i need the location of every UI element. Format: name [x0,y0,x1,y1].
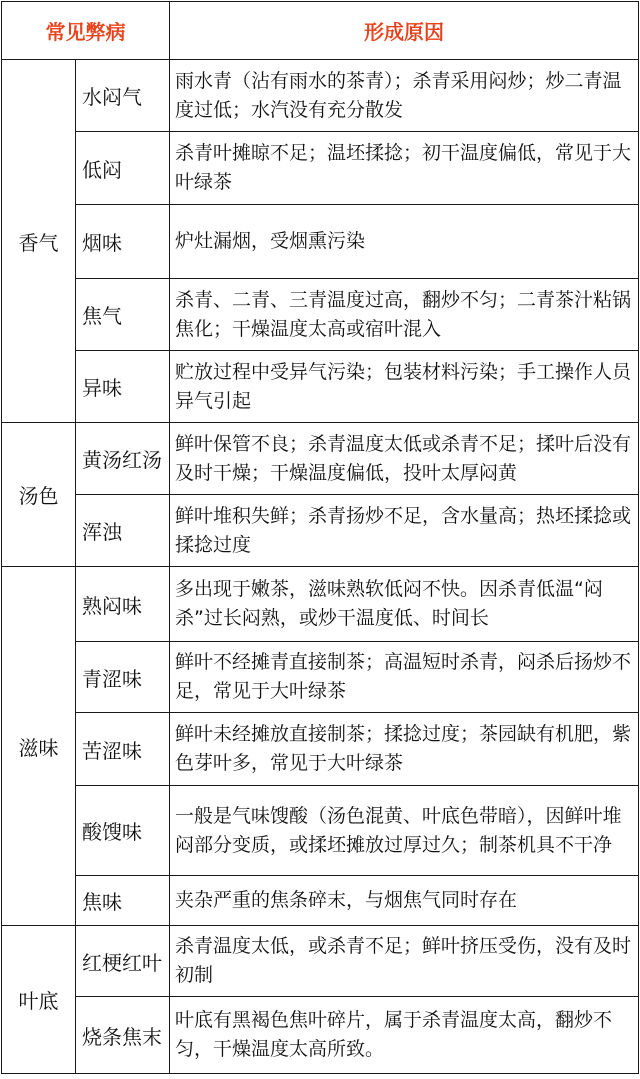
tea-defects-table [1,1,639,1074]
cause-cell: 鲜叶不经摊青直接制茶；高温短时杀青，闷杀后扬炒不足，常见于大叶绿茶 [170,642,639,713]
table-row [2,876,639,926]
table-row [2,926,639,997]
cause-cell: 夹杂严重的焦条碎末，与烟焦气同时存在 [170,876,639,926]
defect-cell: 红梗红叶 [76,926,170,997]
category-cell: 滋味 [2,567,76,926]
defect-cell: 黄汤红汤 [76,423,170,495]
category-cell: 叶底 [2,926,76,1074]
cause-cell: 炉灶漏烟，受烟熏污染 [170,205,639,279]
table-row [2,713,639,786]
defect-cell: 酸馊味 [76,786,170,876]
table-row [2,205,639,279]
defect-cell: 焦味 [76,876,170,926]
cause-cell: 鲜叶保管不良；杀青温度太低或杀青不足；揉叶后没有及时干燥；干燥温度偏低，投叶太厚闷黄 [170,423,639,495]
table-body [2,60,639,1074]
category-cell: 汤色 [2,423,76,567]
header-common-defects: 常见弊病 [2,2,170,60]
defect-cell: 青涩味 [76,642,170,713]
header-row [2,2,639,60]
cause-cell: 杀青温度太低，或杀青不足；鲜叶挤压受伤，没有及时初制 [170,926,639,997]
defect-cell: 烧条焦末 [76,997,170,1074]
table-header [2,2,639,60]
table-row [2,642,639,713]
cause-cell: 叶底有黑褐色焦叶碎片，属于杀青温度太高，翻炒不匀，干燥温度太高所致。 [170,997,639,1074]
category-cell: 香气 [2,60,76,423]
cause-cell: 鲜叶未经摊放直接制茶；揉捻过度；茶园缺有机肥，紫色芽叶多，常见于大叶绿茶 [170,713,639,786]
defect-cell: 水闷气 [76,60,170,132]
cause-cell: 一般是气味馊酸（汤色混黄、叶底色带暗），因鲜叶堆闷部分变质，或揉坯摊放过厚过久；制茶机具不干净 [170,786,639,876]
cause-cell: 贮放过程中受异气污染；包装材料污染；手工操作人员异气引起 [170,351,639,423]
cause-cell: 杀青、二青、三青温度过高，翻炒不匀；二青茶汁粘锅焦化；干燥温度太高或宿叶混入 [170,279,639,351]
table-row [2,997,639,1074]
table-row [2,60,639,132]
defect-cell: 异味 [76,351,170,423]
defect-cell: 浑浊 [76,495,170,567]
table-row [2,279,639,351]
defect-cell: 低闷 [76,132,170,205]
cause-cell: 多出现于嫩茶，滋味熟软低闷不快。因杀青低温“闷杀”过长闷熟，或炒干温度低、时间长 [170,567,639,642]
table-row [2,786,639,876]
defect-cell: 烟味 [76,205,170,279]
defect-cell: 熟闷味 [76,567,170,642]
defect-cell: 焦气 [76,279,170,351]
table-row [2,351,639,423]
cause-cell: 鲜叶堆积失鲜；杀青扬炒不足，含水量高；热坯揉捻或揉捻过度 [170,495,639,567]
header-causes: 形成原因 [170,2,639,60]
table-row [2,132,639,205]
defect-cell: 苦涩味 [76,713,170,786]
table-row [2,423,639,495]
table-row [2,567,639,642]
cause-cell: 雨水青（沾有雨水的茶青）；杀青采用闷炒；炒二青温度过低；水汽没有充分散发 [170,60,639,132]
cause-cell: 杀青叶摊晾不足；温坯揉捻；初干温度偏低，常见于大叶绿茶 [170,132,639,205]
table-row [2,495,639,567]
